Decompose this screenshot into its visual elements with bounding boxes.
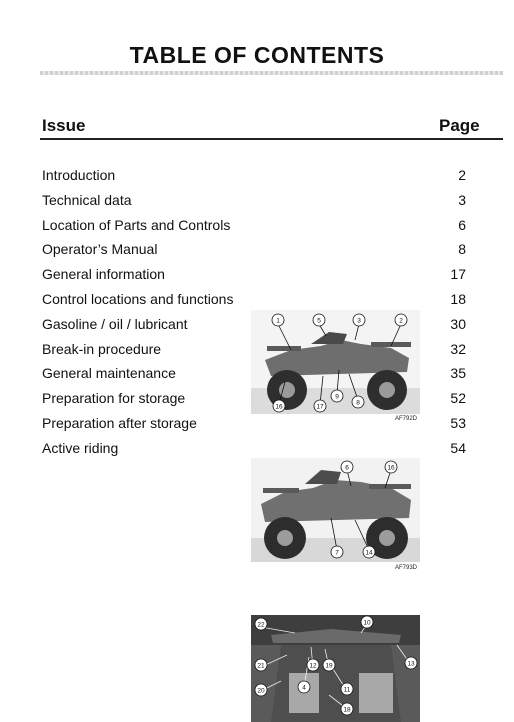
toc-entry[interactable] bbox=[42, 215, 470, 240]
callout-label: 13 bbox=[407, 660, 415, 668]
toc-entry[interactable] bbox=[42, 165, 470, 190]
callout-label: 22 bbox=[257, 621, 265, 629]
toc-entry-page: 18 bbox=[450, 290, 466, 307]
toc-entry-label: Gasoline / oil / lubricant bbox=[42, 315, 188, 332]
page-column-header: Page bbox=[439, 116, 480, 135]
toc-entry-page: 52 bbox=[450, 390, 466, 407]
callout-label: 16 bbox=[275, 403, 283, 411]
toc-entry[interactable] bbox=[42, 239, 470, 264]
toc-entry-label: Preparation for storage bbox=[42, 390, 186, 407]
figure-caption: AF792D bbox=[395, 416, 418, 422]
toc-entry-label: Preparation after storage bbox=[42, 414, 197, 431]
callout-label: 16 bbox=[387, 464, 395, 472]
callout-label: 7 bbox=[335, 549, 339, 557]
toc-entry-label: Active riding bbox=[42, 439, 119, 456]
callout-label: 19 bbox=[325, 662, 333, 670]
figure-caption: AF793D bbox=[395, 565, 418, 571]
callout-label: 9 bbox=[335, 393, 339, 401]
callout-label: 18 bbox=[343, 706, 351, 714]
title-divider bbox=[40, 71, 503, 75]
toc-entry-label: Technical data bbox=[42, 191, 132, 208]
toc-entry-page: 30 bbox=[450, 315, 466, 332]
callout-label: 5 bbox=[317, 317, 321, 325]
callout-label: 17 bbox=[316, 403, 324, 411]
callout-label: 11 bbox=[343, 686, 351, 694]
issue-column-header: Issue bbox=[42, 116, 86, 135]
toc-entry[interactable] bbox=[42, 190, 470, 215]
toc-entry-page: 8 bbox=[458, 241, 466, 258]
callout-label: 21 bbox=[257, 662, 265, 670]
toc-entry-label: General information bbox=[42, 266, 165, 283]
callout-label: 10 bbox=[363, 619, 371, 627]
toc-entry-page: 17 bbox=[450, 266, 466, 283]
toc-entry-page: 6 bbox=[458, 216, 466, 233]
callout-label: 12 bbox=[309, 662, 317, 670]
atv-side-photo bbox=[251, 458, 420, 562]
toc-entry-label: Break-in procedure bbox=[42, 340, 162, 357]
toc-entry-label: Location of Parts and Controls bbox=[42, 216, 231, 233]
callout-label: 2 bbox=[399, 317, 403, 325]
toc-entry-label: General maintenance bbox=[42, 365, 176, 382]
page-title: TABLE OF CONTENTS bbox=[129, 42, 385, 68]
header-divider bbox=[40, 138, 503, 140]
callout-label: 14 bbox=[365, 549, 373, 557]
toc-entry[interactable] bbox=[42, 264, 470, 289]
callout-label: 8 bbox=[356, 399, 360, 407]
toc-entry-page: 53 bbox=[450, 414, 466, 431]
atv-front-photo bbox=[251, 615, 420, 722]
callout-label: 1 bbox=[276, 317, 280, 325]
callout-label: 4 bbox=[302, 684, 306, 692]
toc-entry-page: 54 bbox=[450, 439, 466, 456]
atv-side-photo bbox=[251, 310, 420, 414]
callout-label: 6 bbox=[345, 464, 349, 472]
toc-entry-label: Introduction bbox=[42, 167, 116, 183]
toc-entry-page: 3 bbox=[458, 191, 466, 208]
toc-entry-label: Operator’s Manual bbox=[42, 241, 158, 258]
callout-label: 20 bbox=[257, 687, 265, 695]
callout-label: 3 bbox=[357, 317, 361, 325]
toc-entry-page: 35 bbox=[450, 365, 466, 382]
toc-entry-page: 2 bbox=[458, 167, 466, 183]
toc-entry-label: Control locations and functions bbox=[42, 290, 234, 307]
toc-entry-page: 32 bbox=[450, 340, 466, 357]
